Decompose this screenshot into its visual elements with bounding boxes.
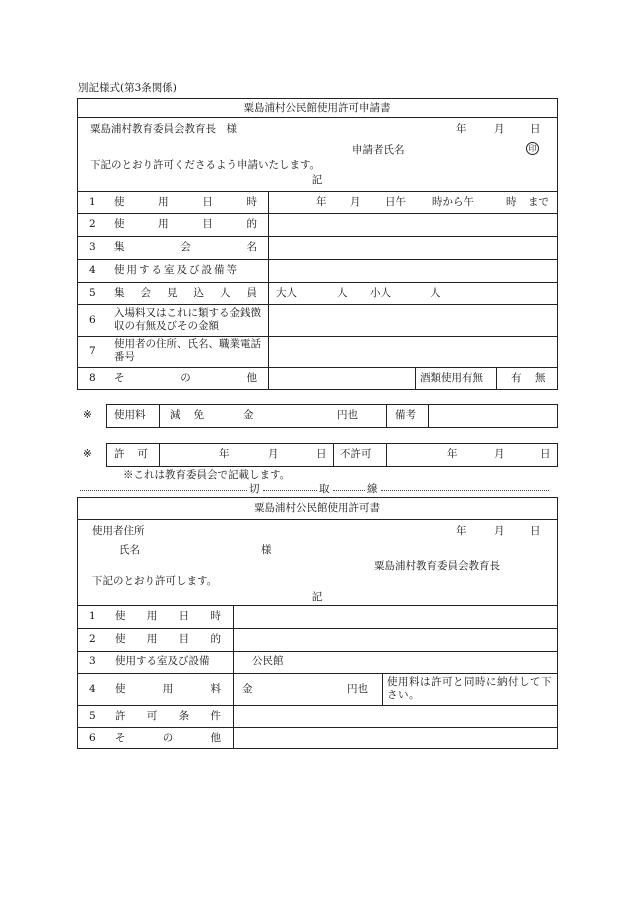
app-row-8-label: そ の 他 (114, 372, 257, 384)
app-row-3-num: 3 (89, 241, 96, 253)
permit-row-4-num: 4 (89, 683, 96, 695)
datetime-hour: 時 (506, 196, 517, 208)
datetime-year: 年 (316, 196, 327, 208)
fee-amount-unit: 円也 (337, 409, 358, 421)
form-reference-note: 別記様式(第3条関係) (78, 82, 177, 94)
facility-value: 公民館 (252, 655, 284, 667)
applicant-name-label: 申請者氏名 (352, 144, 405, 156)
datetime-day-am: 日午 (385, 196, 406, 208)
app-row-6-label: 入場料又はこれに類する金銭徴収の有無及びその金額 (114, 307, 261, 332)
app-row-7-label: 使用者の住所、氏名、職業電話番号 (114, 338, 261, 363)
alcohol-no: 無 (535, 372, 546, 384)
app-row-1-label: 使 用 日 時 (114, 196, 257, 208)
application-title: 粟島浦村公民館使用許可申請書 (243, 102, 391, 114)
app-row-5-label: 集 会 見 込 人 員 (114, 287, 257, 299)
app-row-1-num: 1 (89, 196, 96, 208)
date-month: 月 (494, 123, 505, 135)
fee-payment-note: 使用料は許可と同時に納付して下さい。 (387, 676, 552, 701)
permit-date-day: 日 (530, 525, 541, 537)
date-day: 日 (530, 123, 541, 135)
permit-day: 日 (316, 448, 327, 460)
permit-row-1-label: 使 用 日 時 (115, 610, 221, 622)
permit-row-3-label: 使用する室及び設備 (115, 655, 210, 667)
datetime-from: 時から午 (432, 196, 474, 208)
fee-label: 使用料 (114, 409, 146, 421)
permit-month: 月 (268, 448, 279, 460)
app-row-3-label: 集 会 名 (114, 241, 257, 253)
datetime-month: 月 (350, 196, 361, 208)
datetime-until: まで (528, 196, 549, 208)
permit-date-year: 年 (456, 525, 467, 537)
permit-row-2-num: 2 (89, 633, 96, 645)
permit-label: 許 可 (114, 448, 148, 460)
children-unit: 人 (430, 287, 441, 299)
app-row-4-label: 使用する室及び設備等 (114, 264, 239, 276)
app-row-2-label: 使 用 目 的 (114, 218, 257, 230)
permit-fee-amount-label: 金 (242, 683, 253, 695)
permit-row-3-num: 3 (89, 655, 96, 667)
application-addressee: 粟島浦村教育委員会教育長 様 (90, 123, 237, 135)
denial-day: 日 (540, 448, 551, 460)
permit-title: 粟島浦村公民館使用許可書 (254, 502, 380, 514)
app-row-6-num: 6 (89, 314, 96, 326)
permit-text: 下記のとおり許可します。 (92, 575, 218, 587)
permit-row-6-num: 6 (89, 732, 96, 744)
permit-fee-amount-unit: 円也 (347, 683, 368, 695)
adults-unit: 人 (337, 287, 348, 299)
permit-date-month: 月 (494, 525, 505, 537)
permit-row-5-label: 許 可 条 件 (115, 710, 221, 722)
reduction-label: 減 免 (170, 409, 204, 421)
date-year: 年 (456, 123, 467, 135)
committee-note: ※これは教育委員会で記載します。 (123, 469, 291, 481)
permit-ki-heading: 記 (311, 591, 323, 603)
permit-row-6-label: そ の 他 (115, 732, 221, 744)
permit-row-4-label: 使 用 料 (115, 683, 221, 695)
permit-asterisk-mark: ※ (83, 448, 92, 460)
permit-decision-box (106, 443, 558, 467)
app-row-7-num: 7 (89, 345, 96, 357)
cut-line-char-3: 線 (367, 483, 378, 495)
permit-row-5-num: 5 (89, 710, 96, 722)
user-name-sama: 様 (261, 544, 272, 556)
permit-year: 年 (219, 448, 230, 460)
alcohol-yes: 有 (511, 372, 522, 384)
fee-amount-label: 金 (243, 409, 254, 421)
permit-row-2-label: 使 用 目 的 (115, 633, 221, 645)
fee-asterisk-mark: ※ (83, 409, 92, 421)
cut-line-char-2: 取 (319, 483, 330, 495)
denial-year: 年 (447, 448, 458, 460)
request-text: 下記のとおり許可くださるよう申請いたします。 (90, 159, 321, 171)
user-address-label: 使用者住所 (92, 525, 145, 537)
permit-row-1-num: 1 (89, 610, 96, 622)
adults-label: 大人 (276, 287, 297, 299)
issuer-label: 粟島浦村教育委員会教育長 (374, 560, 500, 572)
seal-mark: 印 (526, 142, 539, 155)
children-label: 小人 (370, 287, 391, 299)
user-name-label: 氏名 (119, 544, 140, 556)
app-row-8-num: 8 (89, 372, 96, 384)
app-row-5-num: 5 (89, 287, 96, 299)
ki-heading: 記 (311, 174, 323, 186)
denial-month: 月 (494, 448, 505, 460)
cut-line-char-1: 切 (249, 483, 260, 495)
app-row-4-num: 4 (89, 264, 96, 276)
alcohol-label: 酒類使用有無 (420, 372, 483, 384)
app-row-2-num: 2 (89, 218, 96, 230)
remarks-label: 備考 (395, 409, 416, 421)
denial-label: 不許可 (340, 448, 372, 460)
